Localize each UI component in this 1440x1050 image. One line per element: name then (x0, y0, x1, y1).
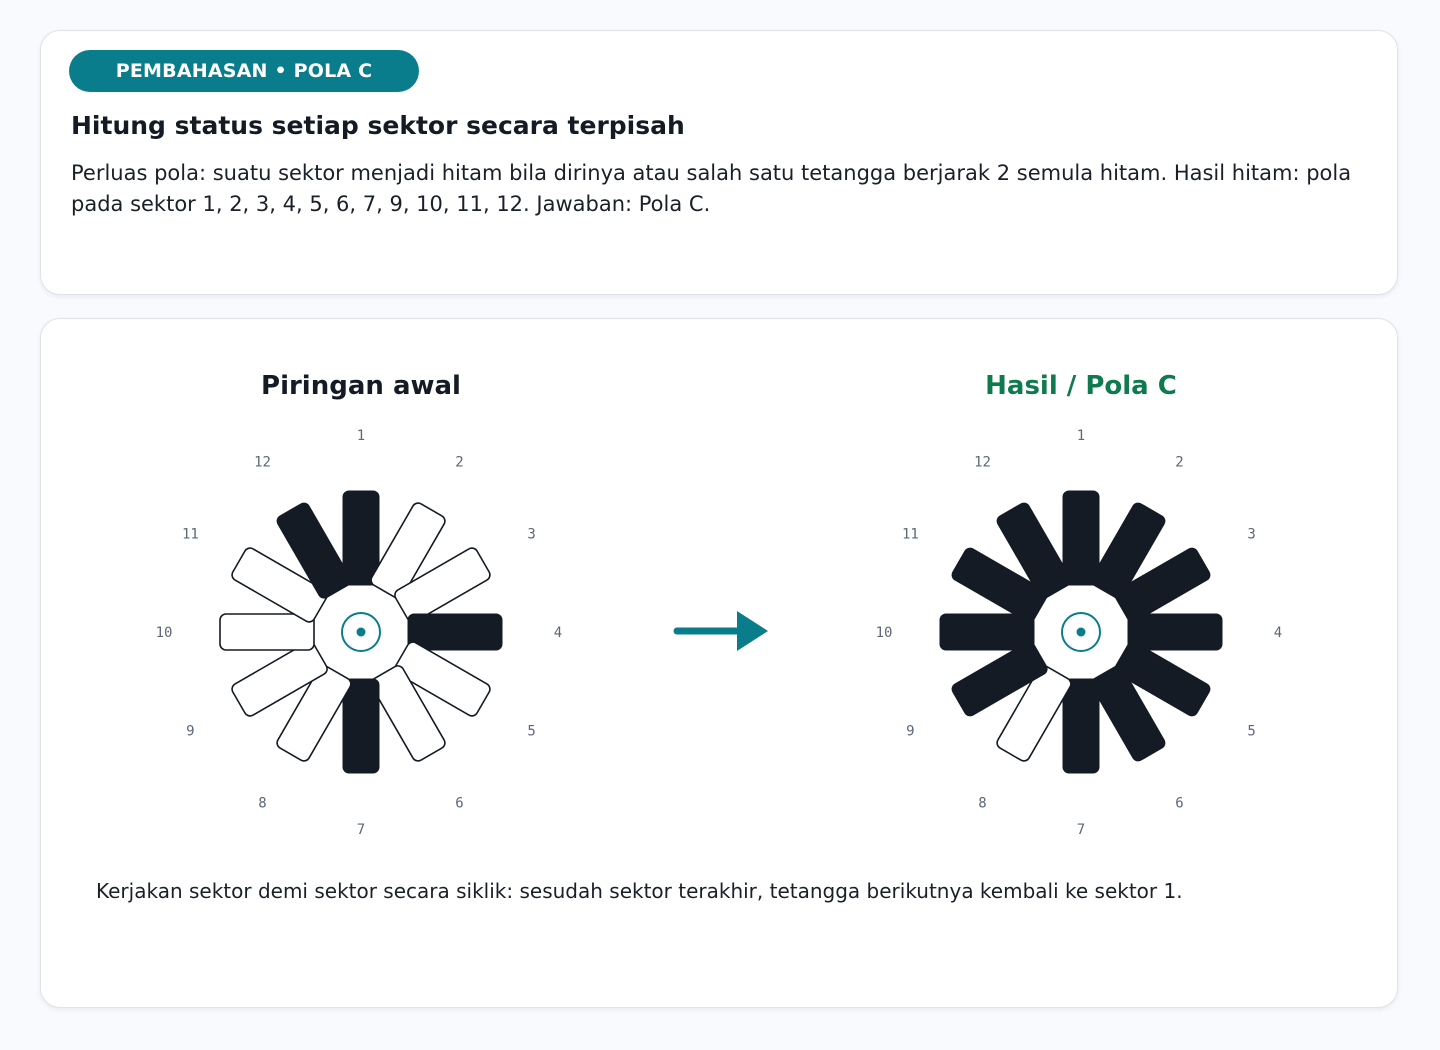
initial-sector-label-6: 6 (455, 795, 464, 812)
result-disk-caption: Hasil / Pola C (985, 371, 1177, 401)
right-arrow-icon (671, 607, 771, 657)
result-sector-label-3: 3 (1247, 526, 1256, 543)
result-sector-label-6: 6 (1175, 795, 1184, 812)
result-sector-label-1: 1 (1076, 428, 1086, 444)
explanation-card (40, 30, 1398, 295)
initial-sector-label-8: 8 (258, 795, 267, 812)
result-sector-label-9: 9 (906, 723, 915, 740)
footnote: Kerjakan sektor demi sektor secara siklik: sesudah sektor terakhir, tetangga berikutnya kembali ke sektor 1. (96, 879, 1183, 903)
section-badge: PEMBAHASAN • POLA C (69, 50, 419, 92)
result-sector-10 (940, 614, 1034, 650)
initial-sector-label-5: 5 (527, 723, 536, 740)
initial-disk (141, 419, 581, 859)
initial-sector-label-1: 1 (356, 428, 366, 444)
initial-sector-label-11: 11 (181, 526, 199, 543)
result-sector-label-8: 8 (978, 795, 987, 812)
initial-sector-7 (343, 679, 379, 773)
result-sector-label-7: 7 (1076, 822, 1086, 838)
target-center-dot (357, 628, 366, 637)
target-center-dot (1077, 628, 1086, 637)
initial-disk-caption: Piringan awal (261, 371, 461, 401)
result-sector-7 (1063, 679, 1099, 773)
initial-sector-4 (408, 614, 502, 650)
initial-sector-label-2: 2 (455, 454, 464, 471)
diagram-card (40, 318, 1398, 1008)
result-sector-1 (1063, 491, 1099, 585)
result-disk-svg (861, 419, 1301, 859)
result-sector-label-4: 4 (1273, 625, 1283, 641)
initial-sector-1 (343, 491, 379, 585)
initial-sector-label-12: 12 (254, 454, 271, 471)
result-sector-label-10: 10 (875, 625, 893, 641)
result-sector-label-11: 11 (901, 526, 919, 543)
result-sector-label-5: 5 (1247, 723, 1256, 740)
initial-sector-label-10: 10 (155, 625, 173, 641)
result-disk (861, 419, 1301, 859)
initial-sector-label-3: 3 (527, 526, 536, 543)
initial-sector-label-9: 9 (186, 723, 195, 740)
explanation-title: Hitung status setiap sektor secara terpisah (71, 111, 685, 140)
explanation-text: Perluas pola: suatu sektor menjadi hitam bila dirinya atau salah satu tetangga berjarak 2 semula hitam. Hasil hitam: pola pada sektor 1, 2, 3, 4, 5, 6, 7, 9, 10, 11, 12. Jawaban: Pola C. (71, 161, 1352, 216)
result-sector-label-2: 2 (1175, 454, 1184, 471)
result-sector-label-12: 12 (974, 454, 991, 471)
initial-disk-svg (141, 419, 581, 859)
initial-sector-10 (220, 614, 314, 650)
initial-sector-label-4: 4 (553, 625, 563, 641)
result-sector-4 (1128, 614, 1222, 650)
initial-sector-label-7: 7 (356, 822, 366, 838)
